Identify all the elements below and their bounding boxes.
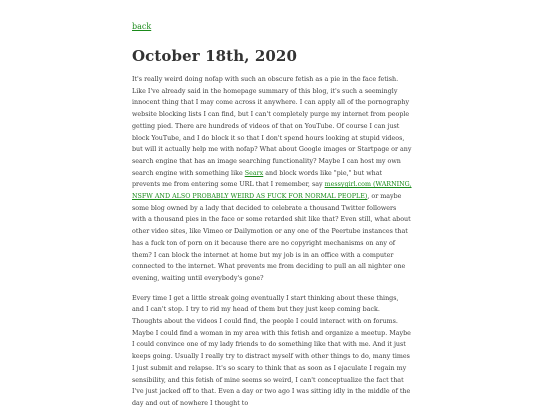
post-title: October 18th, 2020 (132, 47, 297, 65)
paragraph-text: and block words like "pie," but what prevents me from entering some URL that I remember, say (132, 169, 383, 189)
messygirl-link[interactable]: messygirl.com (WARNING, NSFW AND ALSO PROBABLY WEIRD AS FUCK FOR NORMAL PEOPLE) (132, 181, 412, 201)
post-paragraph-2: Every time I get a little streak going eventually I start thinking about these things, and I can't stop. I try to rid my head of them but they just keep coming back. Thoughts about the videos I could find, the people I could interact with on forums. Maybe I could find a woman in my area with this fetish and organize a meetup. Maybe I could convince one of my lady friends to do something like that with me. And it just keeps going. Usually I really try to distract myself with other things to do, many times I just submit and relapse. It's so scary to think that as soon as I ejaculate I regain my sensibility, and this fetish of mine seems so weird, I can't conceptualize the fact that I've just jacked off to that. Even a day or two ago I was sitting idly in the middle of the day and out of nowhere I thought to (132, 294, 411, 407)
blog-page (132, 14, 412, 418)
paragraph-text: , or maybe some blog owned by a lady that decided to celebrate a thousand Twitter followers with a thousand pies in the face or some retarded shit like that? Even still, what about other video sites, like Vimeo or Dailymotion or any one of the Peertube instances that has a fuck ton of porn on it because there are no copyright mechanisms on any of them? I can block the internet at home but my job is in an office with a computer connected to the internet. What prevents me from deciding to pull an all nighter one evening, waiting until everybody's gone? (132, 193, 411, 282)
post-paragraph-1 (132, 74, 412, 285)
back-link[interactable]: back (132, 22, 152, 31)
searx-link[interactable]: Searx (244, 169, 264, 177)
paragraph-text: It's really weird doing nofap with such an obscure fetish as a pie in the face fetish. Like I've already said in the homepage summary of this blog, it's such a seemingly innocent thing that I may come across it anywhere. I can apply all of the pornography website blocking lists I can find, but I can't completely purge my internet from people getting pied. There are hundreds of videos of that on YouTube. Of course I can just block YouTube, and I do block it so that I don't spend hours looking at stupid videos, but will it actually help me with nofap? What about Google images or Startpage or any search engine that has an image searching functionality? Maybe I can host my own search engine with something like (132, 76, 412, 177)
